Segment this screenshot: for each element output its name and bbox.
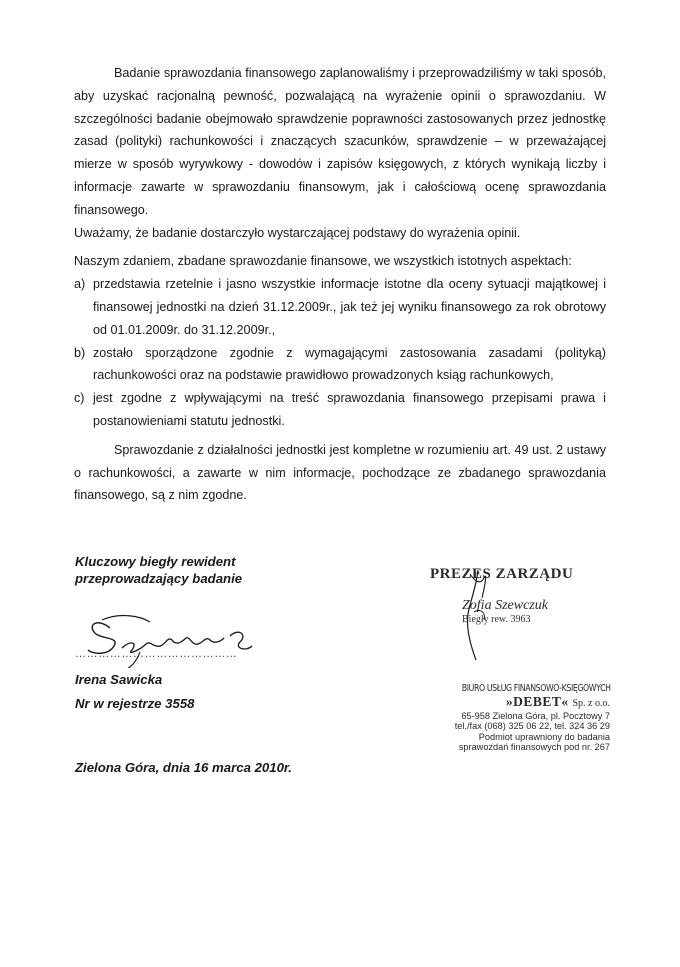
list-item — [74, 342, 606, 388]
list-item — [74, 387, 606, 433]
opinion-list — [74, 273, 606, 433]
list-item-text: zostało sporządzone zgodnie z wymagającymi zastosowania zasadami (polityką) rachunkowości oraz na podstawie prawidłowo prowadzonych ksiąg rachunkowych, — [93, 345, 606, 383]
paragraph-activity-report: Sprawozdanie z działalności jednostki jest kompletne w rozumieniu art. 49 ust. 2 ustawy o rachunkowości, a zawarte w nim informacje, pochodzące ze zbadanego sprawozdania finansowego, są z nim zgodne. — [74, 442, 606, 503]
auditor-signature-block — [75, 553, 315, 587]
auditor-name: Irena Sawicka — [75, 672, 163, 687]
president-handwritten-signature — [440, 568, 520, 668]
paragraph-sufficient-basis: Uważamy, że badanie dostarczyło wystarczającej podstawy do wyrażenia opinii. — [74, 225, 521, 240]
auditor-identity — [75, 670, 195, 714]
company-stamp-name-line — [420, 695, 610, 711]
company-stamp — [420, 683, 610, 752]
company-stamp-line1: BIURO USŁUG FINANSOWO-KSIĘGOWYCH — [461, 683, 611, 694]
company-stamp-phones: tel./fax (068) 325 06 22, tel. 324 36 29 — [454, 721, 610, 732]
list-marker: c) — [74, 391, 85, 406]
company-stamp-name: »DEBET« — [505, 694, 569, 709]
company-stamp-address: 65-958 Zielona Góra, pl. Pocztowy 7 — [461, 711, 610, 721]
paragraph-opinion-intro: Naszym zdaniem, zbadane sprawozdanie finansowe, we wszystkich istotnych aspektach: — [74, 254, 572, 269]
president-stamp-title: PREZES ZARZĄDU — [430, 566, 574, 582]
list-item-text: jest zgodne z wpływającymi na treść sprawozdania finansowego przepisami prawa i postanowieniami statutu jednostki. — [93, 391, 606, 428]
president-stamp-subtitle: Biegły rew. 3963 — [462, 614, 531, 625]
company-stamp-authorized-line1: Podmiot uprawniony do badania — [478, 731, 610, 742]
company-stamp-authorized-line2: sprawozdań finansowych pod nr. 267 — [458, 741, 610, 752]
list-marker: a) — [74, 277, 86, 292]
list-marker: b) — [74, 345, 86, 360]
place-and-date: Zielona Góra, dnia 16 marca 2010r. — [75, 760, 292, 775]
president-stamp-name: Zofia Szewczuk — [462, 598, 548, 613]
signature-dotted-line: …………………………………… — [75, 648, 238, 660]
paragraph-audit-scope: Badanie sprawozdania finansowego zaplanowaliśmy i przeprowadziliśmy w taki sposób, aby uzyskać racjonalną pewność, pozwalającą na wyrażenie opinii o sprawozdaniu. W szczególności badanie obejmowało sprawdzenie poprawności zastosowanych przez jednostkę zasad (polityki) rachunkowości i znaczących szacunków, sprawdzenie – w przeważającej mierze w sposób wyrywkowy - dowodów i zapisów księgowych, z których wynikają liczby i informacje zawarte w sprawozdaniu finansowym, jak i całościową ocenę sprawozdania finansowego. — [74, 66, 606, 217]
auditor-role-line2: przeprowadzający badanie — [75, 571, 243, 586]
list-item — [74, 273, 606, 341]
auditor-role-line1: Kluczowy biegły rewident — [75, 554, 236, 569]
auditor-registry-number: Nr w rejestrze 3558 — [75, 696, 195, 711]
list-item-text: przedstawia rzetelnie i jasno wszystkie informacje istotne dla oceny sytuacji majątkowej i finansowej jednostki na dzień 31.12.2009r., jak też jej wyniku finansowego za rok obrotowy od 01.01.2009r. do 31.12.2009r., — [93, 277, 606, 337]
opinion-body — [74, 62, 606, 507]
company-stamp-name-suffix: Sp. z o.o. — [572, 698, 610, 709]
